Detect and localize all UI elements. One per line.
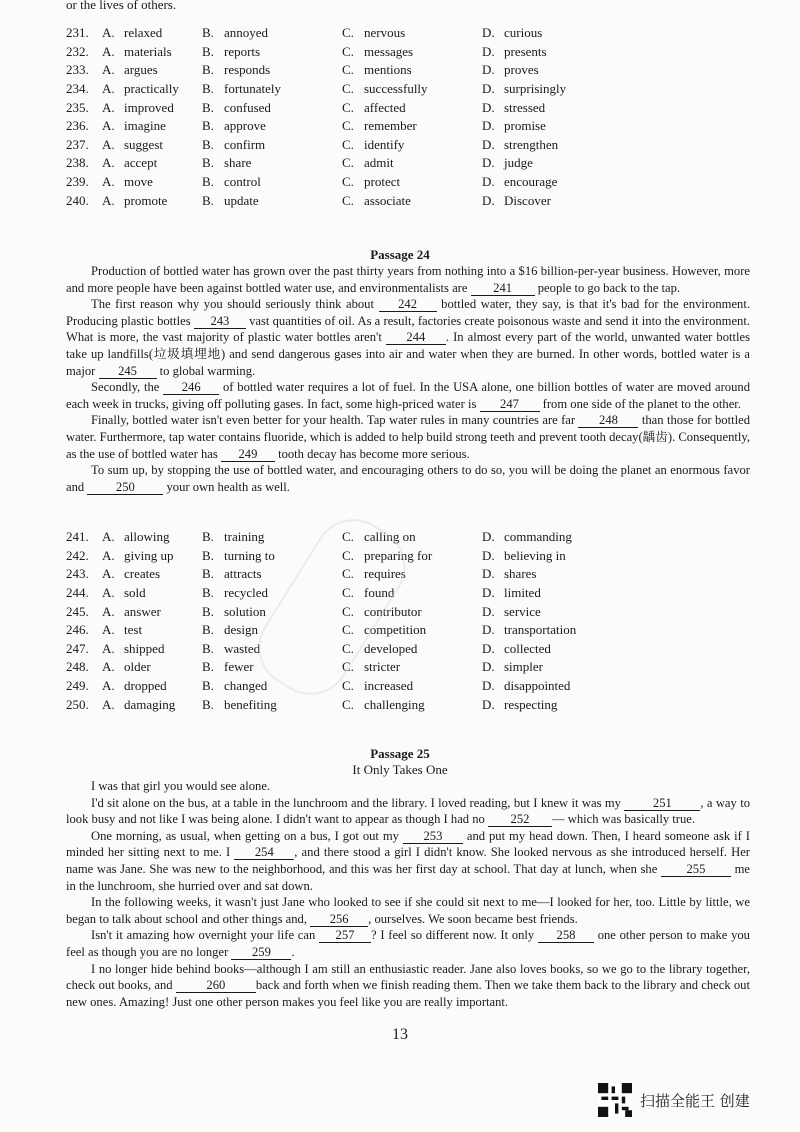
option-choice[interactable]: wasted xyxy=(224,640,261,656)
option-choice[interactable]: commanding xyxy=(504,529,572,545)
option-choice[interactable]: answer xyxy=(124,603,161,619)
option-letter: A. xyxy=(102,43,115,59)
options-table-231-240 xyxy=(66,24,614,210)
option-letter: B. xyxy=(202,696,214,712)
option-letter: D. xyxy=(482,659,495,675)
option-letter: D. xyxy=(482,155,495,171)
blank-242[interactable]: 242 xyxy=(379,298,437,312)
option-letter: C. xyxy=(342,566,354,582)
question-number: 231. xyxy=(66,25,89,41)
option-row xyxy=(66,43,614,62)
option-letter: A. xyxy=(102,622,115,638)
option-choice[interactable]: surprisingly xyxy=(504,81,567,97)
option-choice[interactable]: competition xyxy=(364,622,427,638)
option-letter: C. xyxy=(342,43,354,59)
option-row xyxy=(66,24,614,43)
passage-24-text: Production of bottled water has grown over the past thirty years from nothing into a $16 billion-per-year business. However, more and more people have been against bottled water use, and environmentalists are 241 people to go back to the tap. The first reason why you should seriously think about 242 bottled water, they say, is that it's bad for the environment. Producing plastic bottles 243 vast quantities of oil. As a result, factories create poisonous waste and send it into the environment. What is more, the vast majority of plastic water bottles aren't 244 . In almost every part of the world, unwanted water bottles take up landfills(垃圾填埋地) and send dangerous gases into air and water when they are burned. In other words, bottled water is a major 245 to global warming. Secondly, the 246 of bottled water requires a lot of fuel. In the USA alone, one billion bottles of water are moved around each week in trucks, giving off polluting gases. In fact, some high-priced water is 247 from one side of the planet to the other. Finally, bottled water isn't even better for your health. Tap water rules in many countries are far 248 than those for bottled water. Furthermore, tap water contains fluoride, which is added to help build strong teeth and prevent tooth decay(龋齿). Consequently, as the use of bottled water has 249 tooth decay has become more serious. To sum up, by stopping the use of bottled water, and encouraging others to do so, you will be doing the planet an enormous favor and 250 your own health as well. xyxy=(66,264,751,494)
question-number: 237. xyxy=(66,136,89,152)
option-choice[interactable]: promise xyxy=(504,118,546,134)
blank-259[interactable]: 259 xyxy=(231,946,291,960)
option-letter: D. xyxy=(482,25,495,41)
option-letter: C. xyxy=(342,62,354,78)
previous-passage-tail: or the lives of others. xyxy=(66,0,177,12)
option-letter: D. xyxy=(482,678,495,694)
option-choice[interactable]: training xyxy=(224,529,265,545)
option-choice[interactable]: reports xyxy=(224,43,261,59)
option-letter: C. xyxy=(342,99,354,115)
blank-255[interactable]: 255 xyxy=(661,863,731,877)
question-number: 243. xyxy=(66,566,89,582)
option-row xyxy=(66,191,614,210)
blank-246[interactable]: 246 xyxy=(163,381,219,395)
option-letter: B. xyxy=(202,529,214,545)
option-choice[interactable]: control xyxy=(224,174,261,190)
option-letter: A. xyxy=(102,192,115,208)
option-choice[interactable]: found xyxy=(364,585,395,601)
question-number: 233. xyxy=(66,62,89,78)
option-row xyxy=(66,117,614,136)
option-choice[interactable]: remember xyxy=(364,118,417,134)
option-choice[interactable]: move xyxy=(124,174,153,190)
option-letter: B. xyxy=(202,81,214,97)
option-choice[interactable]: creates xyxy=(124,566,161,582)
option-choice[interactable]: respecting xyxy=(504,696,558,712)
option-row xyxy=(66,173,614,192)
option-letter: D. xyxy=(482,62,495,78)
qr-code-icon xyxy=(598,1083,632,1117)
option-letter: D. xyxy=(482,136,495,152)
option-choice[interactable]: increased xyxy=(364,678,414,694)
option-choice[interactable]: recycled xyxy=(224,585,269,601)
option-letter: D. xyxy=(482,529,495,545)
option-letter: D. xyxy=(482,622,495,638)
option-choice[interactable]: simpler xyxy=(504,659,543,675)
option-letter: C. xyxy=(342,659,354,675)
option-letter: A. xyxy=(102,174,115,190)
page-number: 13 xyxy=(392,1026,408,1043)
question-number: 241. xyxy=(66,529,89,545)
blank-249[interactable]: 249 xyxy=(221,448,275,462)
option-choice[interactable]: affected xyxy=(364,99,406,115)
option-letter: A. xyxy=(102,118,115,134)
option-letter: D. xyxy=(482,603,495,619)
option-letter: A. xyxy=(102,585,115,601)
option-letter: C. xyxy=(342,585,354,601)
option-choice[interactable]: relaxed xyxy=(124,25,163,41)
option-choice[interactable]: test xyxy=(124,622,143,638)
option-choice[interactable]: mentions xyxy=(364,62,412,78)
option-choice[interactable]: materials xyxy=(124,43,172,59)
option-letter: A. xyxy=(102,659,115,675)
option-letter: C. xyxy=(342,696,354,712)
option-choice[interactable]: disappointed xyxy=(504,678,571,694)
option-choice[interactable]: collected xyxy=(504,640,551,656)
option-letter: B. xyxy=(202,25,214,41)
option-choice[interactable]: annoyed xyxy=(224,25,269,41)
option-letter: A. xyxy=(102,640,115,656)
option-choice[interactable]: nervous xyxy=(364,25,406,41)
option-choice[interactable]: benefiting xyxy=(224,696,277,712)
option-choice[interactable]: Discover xyxy=(504,192,551,208)
option-choice[interactable]: promote xyxy=(124,192,168,208)
question-number: 238. xyxy=(66,155,89,171)
option-letter: A. xyxy=(102,99,115,115)
option-letter: C. xyxy=(342,622,354,638)
option-letter: B. xyxy=(202,566,214,582)
option-choice[interactable]: share xyxy=(224,155,252,171)
option-letter: C. xyxy=(342,174,354,190)
blank-260[interactable]: 260 xyxy=(176,979,256,993)
option-choice[interactable]: successfully xyxy=(364,81,428,97)
option-choice[interactable]: protect xyxy=(364,174,401,190)
passage-25-text: I was that girl you would see alone. I'd sit alone on the bus, at a table in the lunchroom and the library. I loved reading, but I knew it was my 251 , a way to look busy and not like I was being alone. I didn't want to appear as though I had no 252 — which was basically true. One morning, as usual, when getting on a bus, I got out my 253 and put my head down. Then, I heard someone ask if I minded her sitting next to me. I 254 , and there stood a girl I didn't know. She looked nervous as she introduced herself. Her name was Jane. She was new to the neighborhood, and this was her first day at school. That day at lunch, when she 255 me in the lunchroom, she hurried over and sat down. In the following weeks, it wasn't just Jane who looked to see if she could sit next to me—I looked for her, too. Little by little, we began to talk about school and other things and, 256 , ourselves. We soon became best friends. Isn't it amazing how overnight your life can 257 ? I feel so different now. It only 258 one other person to make you feel as though you are no longer 259 . I no longer hide behind books—although I am still an enthusiastic reader. Jane also loves books, so we go to the library together, check out books, and 260 back and forth when we finish reading them. Then we take them back to the library and check out new ones. Amazing! Just one other person makes you feel like you are really important. xyxy=(66,779,750,1009)
option-letter: D. xyxy=(482,696,495,712)
option-choice[interactable]: sold xyxy=(124,585,146,601)
option-choice[interactable]: dropped xyxy=(124,678,167,694)
question-number: 236. xyxy=(66,118,89,134)
scanner-label: 扫描全能王 创建 xyxy=(640,1091,750,1110)
option-letter: B. xyxy=(202,585,214,601)
option-choice[interactable]: giving up xyxy=(124,547,174,563)
option-letter: A. xyxy=(102,62,115,78)
question-number: 244. xyxy=(66,585,89,601)
option-letter: A. xyxy=(102,696,115,712)
option-letter: B. xyxy=(202,678,214,694)
option-choice[interactable]: imagine xyxy=(124,118,166,134)
option-letter: A. xyxy=(102,547,115,563)
option-letter: A. xyxy=(102,25,115,41)
option-choice[interactable]: shares xyxy=(504,566,537,582)
blank-248[interactable]: 248 xyxy=(578,414,638,428)
option-letter: B. xyxy=(202,659,214,675)
option-letter: D. xyxy=(482,547,495,563)
option-choice[interactable]: limited xyxy=(504,585,541,601)
option-choice[interactable]: responds xyxy=(224,62,271,78)
option-letter: B. xyxy=(202,192,214,208)
option-letter: D. xyxy=(482,43,495,59)
option-letter: B. xyxy=(202,622,214,638)
option-letter: D. xyxy=(482,81,495,97)
option-choice[interactable]: stressed xyxy=(504,99,546,115)
option-row xyxy=(66,695,614,714)
option-choice[interactable]: fewer xyxy=(224,659,254,675)
blank-241[interactable]: 241 xyxy=(471,282,535,296)
option-row xyxy=(66,154,614,173)
option-letter: D. xyxy=(482,174,495,190)
option-choice[interactable]: judge xyxy=(504,155,533,171)
blank-254[interactable]: 254 xyxy=(234,846,294,860)
option-choice[interactable]: service xyxy=(504,603,541,619)
option-letter: A. xyxy=(102,529,115,545)
option-choice[interactable]: update xyxy=(224,192,259,208)
option-choice[interactable]: accept xyxy=(124,155,158,171)
option-choice[interactable]: improved xyxy=(124,99,174,115)
blank-243[interactable]: 243 xyxy=(194,315,246,329)
blank-256[interactable]: 256 xyxy=(310,913,368,927)
option-choice[interactable]: argues xyxy=(124,62,158,78)
option-row xyxy=(66,61,614,80)
option-letter: B. xyxy=(202,43,214,59)
option-choice[interactable]: turning to xyxy=(224,547,275,563)
option-letter: B. xyxy=(202,99,214,115)
option-letter: A. xyxy=(102,81,115,97)
option-letter: C. xyxy=(342,136,354,152)
blank-244[interactable]: 244 xyxy=(386,331,446,345)
passage-24-title: Passage 24 xyxy=(370,247,430,262)
option-choice[interactable]: admit xyxy=(364,155,394,171)
option-choice[interactable]: suggest xyxy=(124,136,163,152)
option-letter: D. xyxy=(482,99,495,115)
option-letter: C. xyxy=(342,640,354,656)
option-choice[interactable]: transportation xyxy=(504,622,577,638)
option-choice[interactable]: developed xyxy=(364,640,418,656)
question-number: 235. xyxy=(66,99,89,115)
option-letter: D. xyxy=(482,640,495,656)
option-choice[interactable]: identify xyxy=(364,136,405,152)
question-number: 245. xyxy=(66,603,89,619)
question-number: 249. xyxy=(66,678,89,694)
option-choice[interactable]: requires xyxy=(364,566,406,582)
option-choice[interactable]: messages xyxy=(364,43,414,59)
question-number: 247. xyxy=(66,640,89,656)
option-letter: B. xyxy=(202,136,214,152)
option-letter: A. xyxy=(102,603,115,619)
option-letter: B. xyxy=(202,174,214,190)
question-number: 242. xyxy=(66,547,89,563)
blank-253[interactable]: 253 xyxy=(403,830,463,844)
option-choice[interactable]: challenging xyxy=(364,696,425,712)
option-letter: B. xyxy=(202,155,214,171)
option-choice[interactable]: damaging xyxy=(124,696,176,712)
option-choice[interactable]: strengthen xyxy=(504,136,559,152)
question-number: 248. xyxy=(66,659,89,675)
option-choice[interactable]: attracts xyxy=(224,566,262,582)
question-number: 246. xyxy=(66,622,89,638)
option-choice[interactable]: older xyxy=(124,659,151,675)
option-choice[interactable]: shipped xyxy=(124,640,165,656)
option-choice[interactable]: changed xyxy=(224,678,268,694)
option-letter: C. xyxy=(342,155,354,171)
option-letter: D. xyxy=(482,118,495,134)
blank-247[interactable]: 247 xyxy=(480,398,540,412)
option-row xyxy=(66,136,614,155)
option-choice[interactable]: calling on xyxy=(364,529,416,545)
option-letter: D. xyxy=(482,192,495,208)
option-choice[interactable]: believing in xyxy=(504,547,566,563)
option-choice[interactable]: encourage xyxy=(504,174,558,190)
option-letter: B. xyxy=(202,62,214,78)
option-row xyxy=(66,80,614,99)
option-letter: B. xyxy=(202,603,214,619)
scanner-footer xyxy=(598,1083,750,1117)
option-letter: C. xyxy=(342,25,354,41)
blank-257[interactable]: 257 xyxy=(319,929,371,943)
option-letter: A. xyxy=(102,155,115,171)
option-letter: C. xyxy=(342,547,354,563)
option-letter: A. xyxy=(102,566,115,582)
blank-258[interactable]: 258 xyxy=(538,929,594,943)
option-choice[interactable]: proves xyxy=(504,62,539,78)
option-choice[interactable]: associate xyxy=(364,192,411,208)
option-choice[interactable]: presents xyxy=(504,43,547,59)
option-choice[interactable]: preparing for xyxy=(364,547,433,563)
question-number: 250. xyxy=(66,696,89,712)
option-letter: B. xyxy=(202,640,214,656)
option-letter: A. xyxy=(102,678,115,694)
option-choice[interactable]: allowing xyxy=(124,529,170,545)
option-choice[interactable]: curious xyxy=(504,25,543,41)
blank-252[interactable]: 252 xyxy=(488,813,552,827)
option-choice[interactable]: practically xyxy=(124,81,179,97)
blank-251[interactable]: 251 xyxy=(624,797,700,811)
question-number: 234. xyxy=(66,81,89,97)
option-letter: C. xyxy=(342,81,354,97)
question-number: 239. xyxy=(66,174,89,190)
option-letter: B. xyxy=(202,118,214,134)
question-number: 232. xyxy=(66,43,89,59)
blank-245[interactable]: 245 xyxy=(99,365,157,379)
option-choice[interactable]: fortunately xyxy=(224,81,282,97)
option-choice[interactable]: design xyxy=(224,622,258,638)
passage-25-subtitle: It Only Takes One xyxy=(352,762,448,777)
option-letter: C. xyxy=(342,603,354,619)
option-letter: B. xyxy=(202,547,214,563)
option-choice[interactable]: approve xyxy=(224,118,266,134)
option-letter: C. xyxy=(342,192,354,208)
option-choice[interactable]: confirm xyxy=(224,136,266,152)
option-letter: D. xyxy=(482,585,495,601)
option-choice[interactable]: solution xyxy=(224,603,266,619)
option-letter: D. xyxy=(482,566,495,582)
passage-25-title: Passage 25 xyxy=(370,746,430,761)
option-row xyxy=(66,98,614,117)
option-choice[interactable]: stricter xyxy=(364,659,401,675)
option-choice[interactable]: contributor xyxy=(364,603,422,619)
question-number: 240. xyxy=(66,192,89,208)
option-letter: C. xyxy=(342,118,354,134)
option-choice[interactable]: confused xyxy=(224,99,271,115)
option-letter: A. xyxy=(102,136,115,152)
option-letter: C. xyxy=(342,529,354,545)
option-letter: C. xyxy=(342,678,354,694)
blank-250[interactable]: 250 xyxy=(87,481,163,495)
